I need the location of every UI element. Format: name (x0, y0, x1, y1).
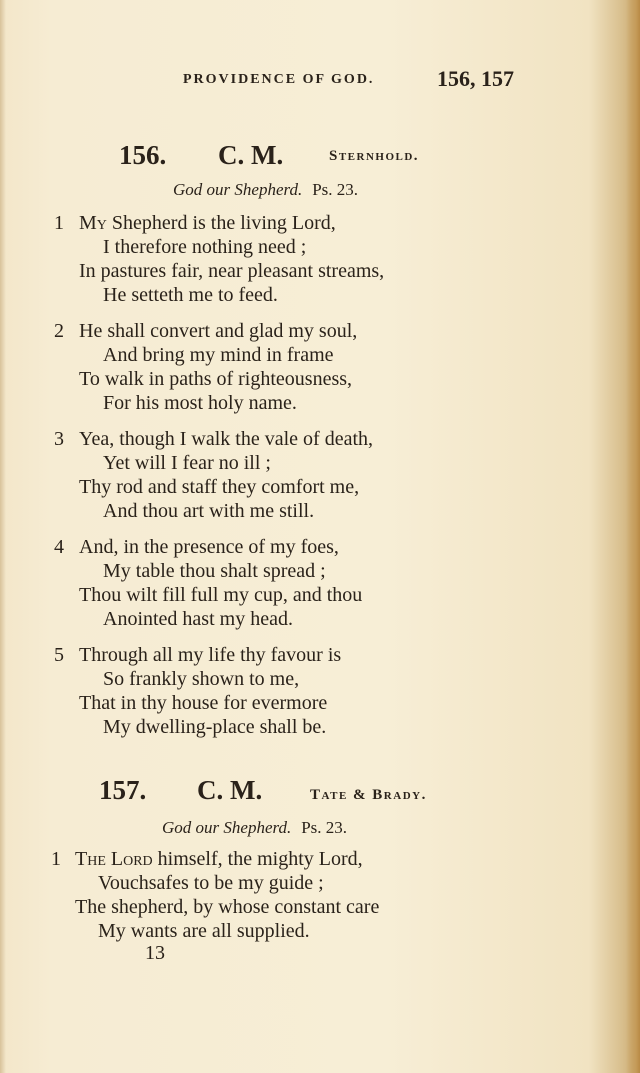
hymn-subtitle (173, 180, 358, 200)
page-numbers: 156, 157 (437, 66, 514, 91)
verse-line (79, 212, 336, 235)
verse-line: And thou art with me still. (103, 500, 315, 522)
hymn-author: Tate & Brady. (310, 787, 427, 803)
hymn-author: Sternhold. (329, 148, 420, 164)
hymn-number: 156. (119, 140, 167, 170)
verse-line: I therefore nothing need ; (103, 236, 307, 258)
verse-line: So frankly shown to me, (103, 668, 300, 690)
page-right-edge (626, 0, 640, 1073)
verse-line: Yet will I fear no ill ; (103, 452, 271, 474)
hymn-meter: C. M. (218, 140, 284, 170)
verse-line: That in thy house for evermore (79, 692, 328, 714)
verse-number: 1 (51, 848, 61, 870)
verse-line: Thy rod and staff they comfort me, (79, 476, 360, 498)
verse-line: My wants are all supplied. (98, 920, 310, 942)
signature-mark: 13 (145, 942, 165, 964)
subtitle-text: God our Shepherd. (162, 818, 292, 837)
verse-line: And bring my mind in frame (103, 344, 334, 366)
verse-line-text: Shepherd is the living Lord, (106, 212, 336, 234)
verse-line: To walk in paths of righteousness, (79, 368, 353, 390)
verse-line-text: himself, the mighty Lord, (152, 848, 363, 870)
verse-number: 3 (54, 428, 64, 450)
verse-line (75, 848, 363, 871)
hymn-subtitle (162, 818, 347, 838)
verse-line: Vouchsafes to be my guide ; (98, 872, 324, 894)
verse-line: In pastures fair, near pleasant streams, (79, 260, 385, 282)
hymn-meter: C. M. (197, 775, 263, 805)
hymn-number: 157. (99, 775, 147, 805)
verse-line: Through all my life thy favour is (79, 644, 342, 666)
scripture-reference: Ps. 23. (301, 818, 348, 837)
running-title: PROVIDENCE OF GOD. (183, 72, 375, 87)
verse-line: And, in the presence of my foes, (79, 536, 339, 558)
verse-line: Thou wilt fill full my cup, and thou (79, 584, 363, 606)
scripture-reference: Ps. 23. (312, 180, 359, 199)
verse-line: Yea, though I walk the vale of death, (79, 428, 374, 450)
verse-line: Anointed hast my head. (103, 608, 293, 630)
verse-number: 4 (54, 536, 64, 558)
verse-first-word: The Lord (75, 848, 153, 870)
verse-number: 2 (54, 320, 64, 342)
verse-line: My dwelling-place shall be. (103, 716, 327, 738)
verse-line: The shepherd, by whose constant care (75, 896, 380, 918)
subtitle-text: God our Shepherd. (173, 180, 303, 199)
page-left-edge (0, 0, 6, 1073)
verse-line: He setteth me to feed. (103, 284, 278, 306)
verse-number: 1 (54, 212, 64, 234)
verse-number: 5 (54, 644, 64, 666)
verse-line: My table thou shalt spread ; (103, 560, 326, 582)
verse-line: For his most holy name. (103, 392, 297, 414)
verse-first-word: My (79, 212, 107, 234)
verse-line: He shall convert and glad my soul, (79, 320, 358, 342)
